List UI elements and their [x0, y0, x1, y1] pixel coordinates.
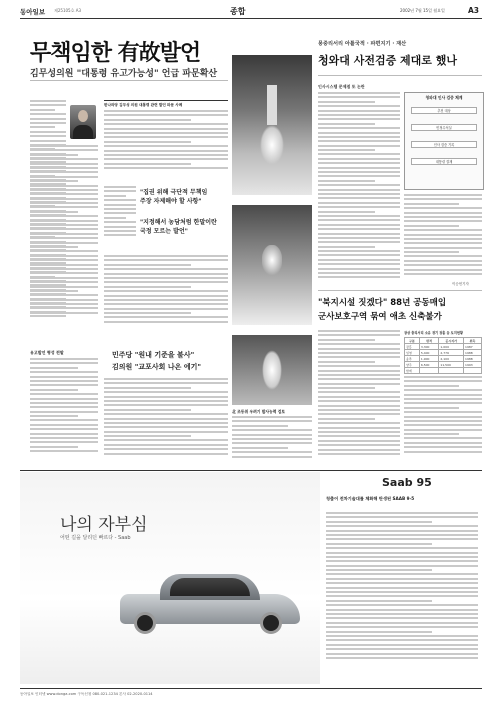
- land-table-title: 장상 총리서리 소유 경기 장흥 등 토지현황: [404, 331, 464, 335]
- paper-name: 동아일보: [20, 8, 46, 16]
- ad-right-headline: 청출어 전차기술대를 체화해 탄생된 SAAB 9-5: [326, 496, 415, 501]
- ad-top-rule: [20, 470, 482, 471]
- section-label: 종합: [230, 7, 246, 16]
- ad-slogan: 나의 자부심: [60, 515, 148, 535]
- masthead-rule: [20, 18, 482, 19]
- table-row: 장흥 3,300 1,000 1987: [405, 344, 482, 350]
- left-subhead-rule: [30, 80, 228, 81]
- car-image: [110, 564, 310, 642]
- right-byline: 이승헌기자: [452, 282, 469, 286]
- missile-photo-2: [232, 205, 312, 325]
- pullquote-1: "집권 위해 극단적 무책임 주장 자제해야 할 사항": [140, 189, 208, 205]
- footer-rule: [20, 688, 482, 689]
- ad-brand: Saab 95: [382, 476, 432, 489]
- mid-right-headline-1: "북지시설 짓겠다" 88년 공동매입: [318, 298, 447, 308]
- right-info-box: [404, 92, 484, 190]
- right-kicker: 뭉중리서리 아틀국적 · 파편지기 · 재산: [318, 41, 407, 47]
- left-lower-headline: 민주당 "원내 기준을 불사": [112, 351, 195, 359]
- right-col-text-2: [404, 194, 482, 280]
- date-line: 2002년 7월 15일 월요일: [400, 8, 445, 13]
- info-box-row: 인사 검증 기록: [411, 141, 477, 148]
- table-row: 일영 5,400 2,776 1988: [405, 350, 482, 356]
- right-info-box-title: 청와대 인사 검증 체계: [425, 95, 463, 100]
- mid-right-text-2: [404, 376, 482, 460]
- left-lower-text: [104, 378, 228, 458]
- table-row: 합계: [405, 368, 482, 374]
- table-header: 구분: [405, 338, 420, 344]
- table-row: 송추 1,900 2,100 1988: [405, 356, 482, 362]
- photo-caption-text: [232, 416, 312, 462]
- left-column-text-2: [30, 145, 98, 320]
- left-subhead: 김무성의원 "대통령 유고가능성" 언급 파문확산: [30, 69, 218, 79]
- table-row: 양주 6,500 11,500 1993: [405, 362, 482, 368]
- missile-photo-3: [232, 335, 312, 405]
- left-box-title: 유고발언 형성 전말: [30, 350, 64, 355]
- mid-right-headline-2: 군사보호구역 묶여 애초 신축불가: [318, 312, 442, 322]
- info-box-row: 민정수석실: [411, 124, 477, 131]
- land-table-grid: [404, 337, 482, 374]
- sidebar-table: [104, 100, 228, 173]
- left-headline: 무책임한 有故발언: [30, 41, 201, 66]
- table-header: 면적: [419, 338, 439, 344]
- info-box-row: 추천 대상: [411, 107, 477, 114]
- right-headline-rule: [318, 75, 482, 76]
- sidebar-table-title: 한나라당 김무성 의원 대통령 관련 발언 파문 사례: [104, 103, 183, 107]
- left-lower-subhead: 김의원 "교포사회 나온 에기": [112, 363, 201, 371]
- left-box-text: [30, 358, 98, 458]
- left-mid-text-2: [104, 255, 228, 330]
- right-section-rule: [318, 290, 482, 291]
- pullquote-2: "지정해서 농담처럼 한말이란 국정 모르는 발언": [140, 219, 217, 235]
- footer-text: 동아일보 인터넷 www.donga.com 구독신청 080-021-1234 본사 02-2020-0114: [20, 692, 153, 696]
- photo-caption: 北 조동취 우려기 발사능력 검토: [232, 409, 286, 414]
- ad-left: [20, 472, 320, 684]
- ad-right-text: [326, 512, 478, 662]
- right-headline: 청와대 사전검증 제대로 했나: [318, 54, 457, 67]
- right-section-label: 인사시스템 문제점 또 논란: [318, 84, 365, 89]
- left-mid-text: [104, 186, 136, 246]
- ad-right: [322, 472, 482, 684]
- portrait-photo: [70, 105, 96, 139]
- table-header: 취득: [464, 338, 482, 344]
- table-header: 공시지가: [439, 338, 464, 344]
- land-table: [404, 330, 482, 374]
- edition-note: 제25105호 A3: [54, 8, 82, 13]
- missile-photo-1: [232, 55, 312, 195]
- info-box-row: 대통령 결재: [411, 158, 477, 165]
- masthead: [20, 6, 482, 18]
- ad-tagline: 어떤 길을 달리던 빠르다 - Saab: [60, 535, 131, 541]
- page-number: A3: [468, 6, 480, 15]
- mid-right-text-1: [318, 330, 400, 460]
- right-col-text-1: [318, 92, 400, 282]
